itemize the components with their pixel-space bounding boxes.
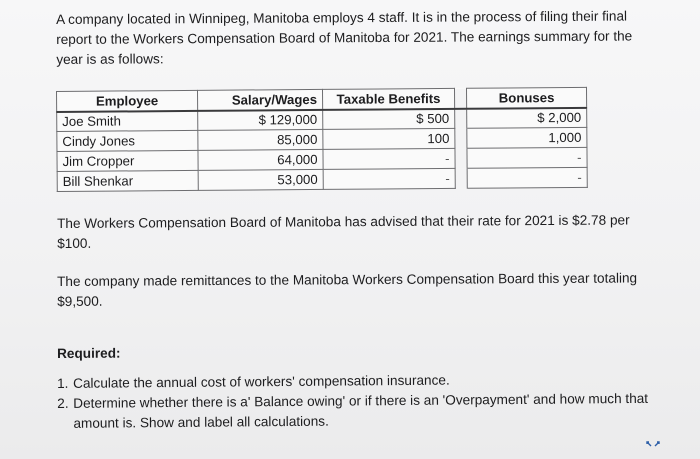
list-item-text: Calculate the annual cost of workers' compensation insurance.: [73, 372, 450, 391]
cell-employee: Joe Smith: [57, 110, 198, 131]
expand-icon[interactable]: [646, 441, 660, 451]
list-item-text: Determine whether there is a' Balance owing' or if there is an 'Overpayment' and how much that amount is. Show and label all calculations.: [73, 390, 649, 431]
remittance-paragraph: The company made remittances to the Manitoba Workers Compensation Board this year totaling $9,500.: [57, 270, 638, 309]
header-salary: Salary/Wages: [197, 89, 322, 110]
table-gap: [454, 88, 466, 108]
list-item-number: 1.: [57, 375, 69, 391]
cell-bonuses: -: [467, 147, 587, 168]
required-heading: Required:: [57, 345, 121, 361]
header-bonuses: Bonuses: [466, 87, 586, 108]
table-gap: [455, 148, 467, 168]
earnings-table: [56, 87, 588, 192]
cell-bonuses: 1,000: [467, 127, 587, 148]
cell-employee: Bill Shenkar: [57, 170, 198, 191]
cell-benefits: 100: [323, 128, 455, 149]
table-gap: [455, 108, 467, 128]
list-item: [57, 389, 667, 434]
cell-bonuses: $ 2,000: [467, 107, 587, 128]
cell-bonuses: -: [467, 167, 587, 188]
intro-paragraph: A company located in Winnipeg, Manitoba employs 4 staff. It is in the process of filing their final report to the Workers Compensation Board of Manitoba for 2021. The earnings summary for the year is as follows:: [56, 8, 633, 67]
cell-benefits: -: [323, 148, 455, 169]
cell-employee: Jim Cropper: [57, 150, 198, 171]
cell-benefits: -: [323, 168, 455, 189]
table-row: [57, 167, 587, 191]
cell-employee: Cindy Jones: [57, 130, 198, 151]
cell-salary: 53,000: [198, 169, 323, 190]
requirements-list: [57, 369, 668, 434]
rate-paragraph: The Workers Compensation Board of Manitoba has advised that their rate for 2021 is $2.78 per $100.: [57, 212, 630, 251]
cell-salary: 85,000: [198, 129, 323, 150]
table-gap: [455, 168, 467, 188]
list-item-number: 2.: [57, 395, 69, 411]
cell-salary: $ 129,000: [198, 109, 323, 130]
header-employee: Employee: [57, 90, 198, 111]
cell-benefits: $ 500: [323, 108, 455, 129]
table-gap: [455, 128, 467, 148]
cell-salary: 64,000: [198, 149, 323, 170]
header-benefits: Taxable Benefits: [322, 88, 454, 109]
